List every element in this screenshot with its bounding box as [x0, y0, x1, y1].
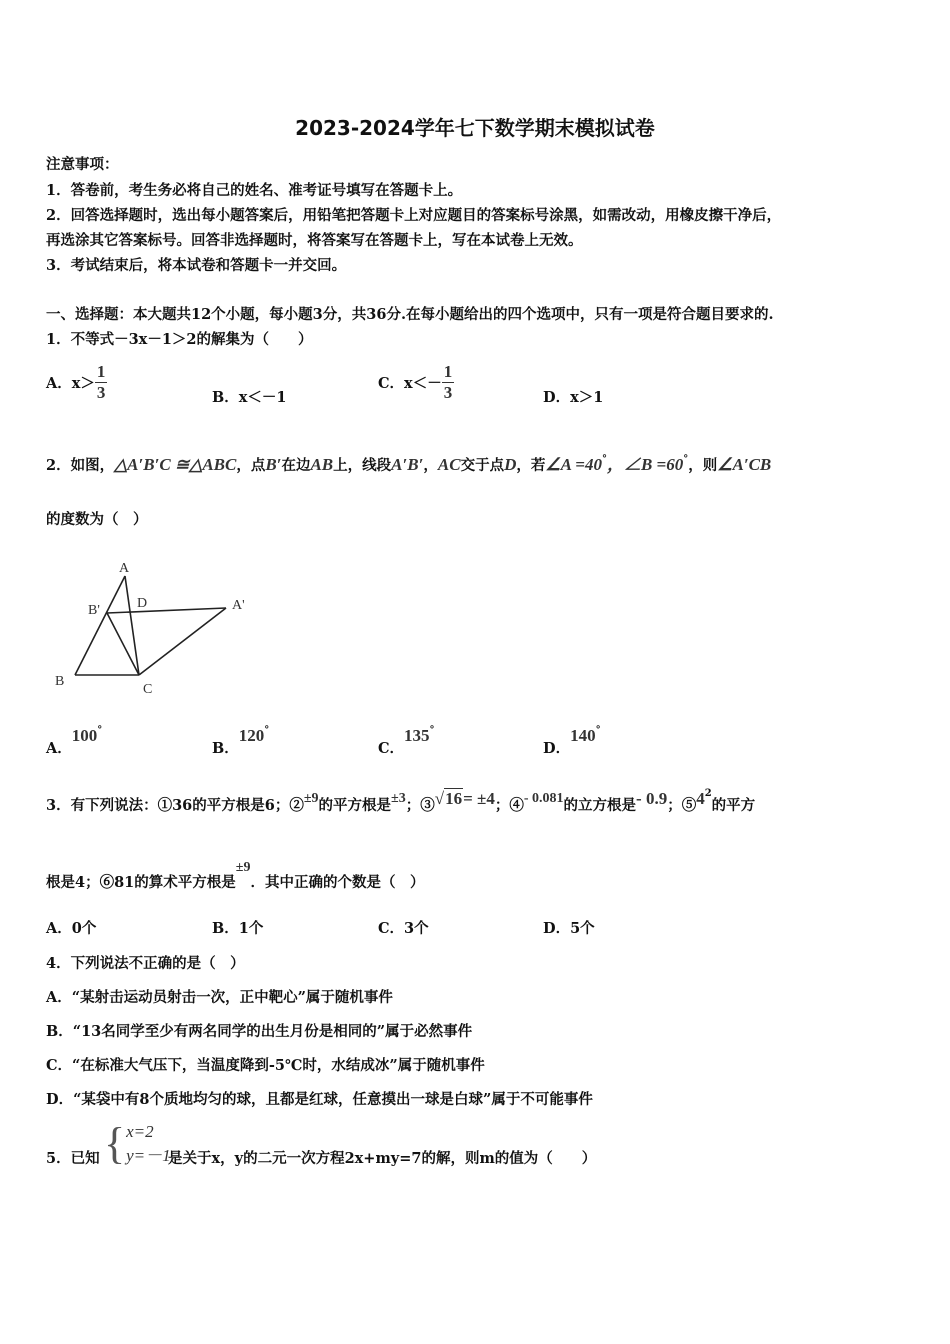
q3-option-b: B．1个: [212, 920, 264, 937]
q2-p1: 2．如图，: [46, 457, 115, 474]
q1-a-label: A．: [46, 375, 72, 392]
label-B: B: [55, 674, 65, 689]
q2-option-b: [212, 725, 270, 757]
q1-option-c: [378, 362, 454, 403]
q2-p4: 上，线段: [333, 457, 392, 474]
q1-d-text: x＞1: [570, 389, 604, 406]
q2-p6: 交于点: [460, 457, 505, 474]
q3-p1: 3．有下列说法：①36的平方根是6；②: [46, 797, 304, 814]
q3-m5: - 0.9: [636, 789, 668, 808]
q2-c-label: C．: [378, 740, 405, 757]
q5-brace: {: [104, 1119, 126, 1168]
q4-option-a: A．“某射击运动员射击一次，正中靶心”属于随机事件: [46, 989, 393, 1006]
q3-p2: 的平方根是: [318, 797, 392, 814]
q2-option-c: [378, 725, 435, 757]
q2-deg1: °: [601, 454, 607, 465]
q2-p2: ，点: [236, 457, 266, 474]
q2-m7b: ，∠B =60: [606, 455, 684, 474]
q1-b-label: B．: [212, 389, 239, 406]
q2-m5: AC: [437, 455, 461, 474]
q4-option-c: C．“在标准大气压下，当温度降到-5℃时，水结成冰”属于随机事件: [46, 1057, 485, 1074]
page-title: 2023-2024学年七下数学期末模拟试卷: [295, 116, 655, 140]
label-A: A: [119, 561, 130, 576]
q5-sys-line1: x=2: [126, 1122, 154, 1141]
q3-p5: 的立方根是: [563, 797, 637, 814]
q3-option-d: D．5个: [543, 920, 595, 937]
q3-p3: ；③: [405, 797, 435, 814]
segment-ApC: [139, 608, 226, 675]
q2-m3: AB: [310, 455, 334, 474]
q4-stem: 4．下列说法不正确的是（ ）: [46, 955, 245, 972]
q3-m1: ±9: [303, 791, 319, 806]
q1-option-d: [543, 386, 603, 407]
q2-a-deg: °: [97, 725, 103, 736]
q3-m6-sup: 2: [704, 788, 712, 799]
q3-sqrt-radicand: 16: [445, 789, 463, 808]
q1-option-b: [212, 386, 287, 407]
q2-m1: △A′B′C ≅△ABC: [114, 455, 237, 474]
q3-m3b: = ±4: [463, 789, 495, 808]
q2-d-value: 140: [570, 726, 596, 745]
notice-heading: 注意事项：: [46, 156, 119, 173]
q2-option-a: [46, 725, 103, 757]
q1-option-a: [46, 362, 107, 403]
q3-m4: - 0.081: [523, 791, 564, 806]
q2-option-d: [543, 725, 601, 757]
q2-triangle-figure: [50, 558, 260, 700]
segment-BpAp: [107, 608, 226, 613]
q1-a-text: x＞: [71, 375, 95, 392]
q3-m6: 4: [696, 789, 705, 808]
q3-sqrt: √16: [434, 789, 463, 808]
q2-a-value: 100: [71, 726, 98, 745]
q2-p5: ，: [423, 457, 438, 474]
q3-line2: [46, 855, 425, 891]
label-C: C: [143, 682, 153, 697]
notice-item-3: 3．考试结束后，将本试卷和答题卡一并交回。: [46, 257, 347, 274]
q3-m2: ±3: [391, 791, 406, 806]
q3-p4: ；④: [494, 797, 524, 814]
q5-sys-line2: y=－1: [126, 1146, 171, 1165]
q2-b-deg: °: [264, 725, 270, 736]
q1-a-num: 1: [96, 362, 106, 381]
notice-item-2b: 再选涂其它答案标号。回答非选择题时，将答案写在答题卡上，写在本试卷上无效。: [46, 232, 583, 249]
q1-a-den: 3: [96, 383, 106, 402]
q3-line2b: ．其中正确的个数是（ ）: [250, 874, 425, 891]
q3-m7: ±9: [235, 860, 251, 875]
q1-stem: 1．不等式－3x－1＞2的解集为（ ）: [46, 331, 313, 348]
q5-p2: 是关于x，y的二元一次方程2x+my=7的解，则m的值为（ ）: [168, 1150, 597, 1167]
q3-line2a: 根是4；⑥81的算术平方根是: [46, 874, 236, 891]
q3-option-c: C．3个: [378, 920, 429, 937]
q1-c-den: 3: [443, 383, 453, 402]
q3-p7: 的平方: [711, 797, 756, 814]
q2-m6: D: [504, 455, 517, 474]
label-B-prime: B': [88, 603, 100, 618]
q2-stem: [46, 450, 771, 475]
section-heading: 一、选择题：本大题共12个小题，每小题3分，共36分.在每小题给出的四个选项中，只有一项是符合题目要求的.: [46, 306, 774, 323]
notice-item-2a: 2．回答选择题时，选出每小题答案后，用铅笔把答题卡上对应题目的答案标号涂黑，如需改动，用橡皮擦干净后，: [46, 207, 782, 224]
label-A-prime: A': [232, 598, 245, 613]
q2-m8: ∠A′CB: [717, 455, 772, 474]
q4-option-d: D．“某袋中有8个质地均匀的球，且都是红球，任意摸出一球是白球”属于不可能事件: [46, 1091, 593, 1108]
q2-c-deg: °: [429, 725, 435, 736]
q2-d-label: D．: [543, 740, 571, 757]
q2-b-label: B．: [212, 740, 239, 757]
q2-deg2: °: [683, 454, 689, 465]
label-D: D: [137, 596, 148, 611]
q1-b-text: x＜－1: [238, 389, 287, 406]
q3-stem: [46, 788, 755, 815]
q5-p1: 5．已知: [46, 1150, 100, 1167]
q2-a-label: A．: [46, 740, 72, 757]
notice-item-1: 1．答卷前，考生务必将自己的姓名、准考证号填写在答题卡上。: [46, 182, 463, 199]
q2-line2: 的度数为（ ）: [46, 511, 148, 528]
q1-c-num: 1: [443, 362, 453, 381]
q2-p8: ，则: [688, 457, 718, 474]
q2-d-deg: °: [595, 725, 601, 736]
q1-c-fraction: [442, 362, 455, 403]
q2-c-value: 135: [404, 726, 430, 745]
q2-p7: ，若: [516, 457, 546, 474]
q2-m2: B′: [265, 455, 282, 474]
q1-c-label: C．: [378, 375, 405, 392]
q2-b-value: 120: [238, 726, 265, 745]
q2-p3: 在边: [281, 457, 311, 474]
q1-a-fraction: [95, 362, 108, 403]
q2-m4: A′B′: [391, 455, 424, 474]
q1-c-text: x＜－: [404, 375, 442, 392]
segment-AB: [75, 576, 125, 675]
q3-p6: ；⑤: [667, 797, 697, 814]
q3-option-a: A．0个: [46, 920, 97, 937]
q5-equation-system: [104, 1120, 171, 1168]
q2-m7: ∠A =40: [545, 455, 602, 474]
q1-d-label: D．: [543, 389, 571, 406]
q4-option-b: B．“13名同学至少有两名同学的出生月份是相同的”属于必然事件: [46, 1023, 473, 1040]
q5-system-lines: [126, 1120, 171, 1168]
